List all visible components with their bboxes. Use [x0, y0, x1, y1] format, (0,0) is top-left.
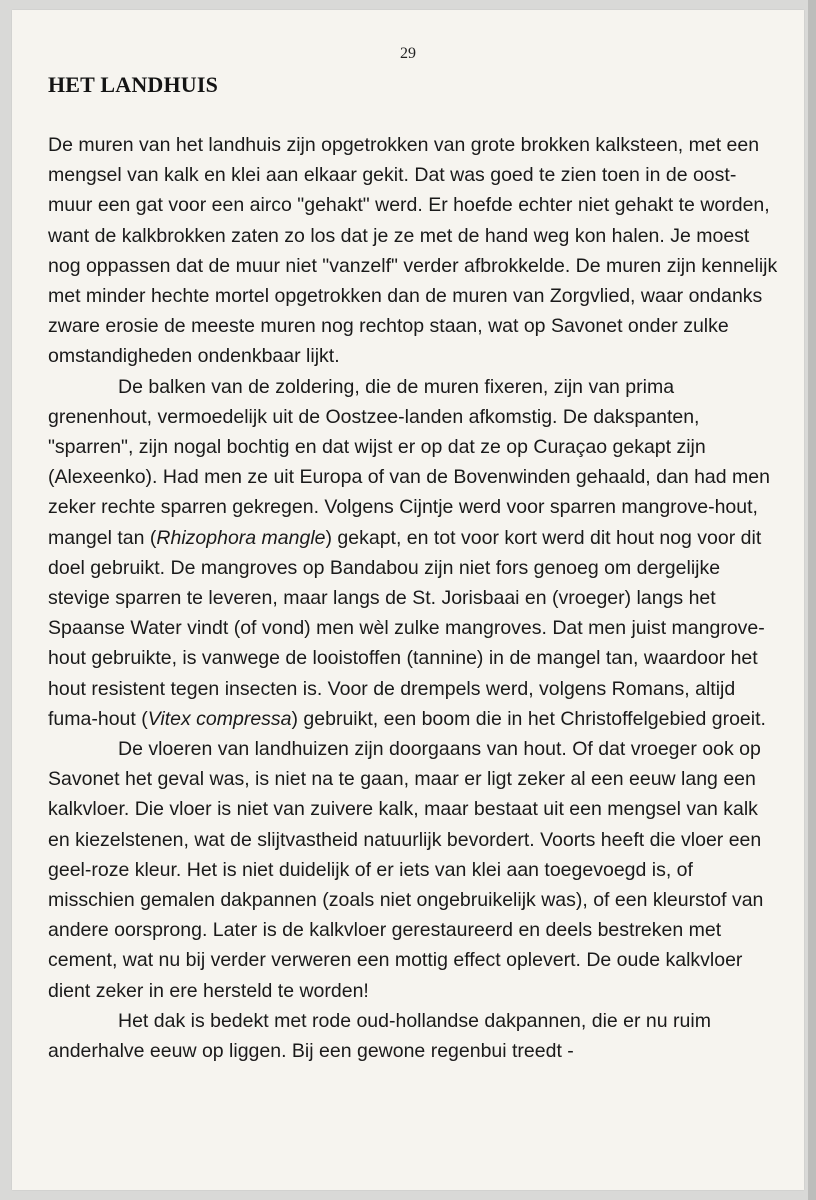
paragraph-walls: De muren van het landhuis zijn opgetrokken van grote brokken kalksteen, met een mengsel van kalk en klei aan elkaar gekit. Dat was goed te zien toen in de oost-muur een gat voor een airco "gehakt" werd. Er hoefde echter niet gehakt te worden, want de kalkbrokken zaten zo los dat je ze met de hand weg kon halen. Je moest nog oppassen dat de muur niet "vanzelf" verder afbrokkelde. De muren zijn kennelijk met minder hechte mortel opgetrokken dan de muren van Zorgvlied, waar ondanks zware erosie de meeste muren nog rechtop staan, wat op Savonet onder zulke omstandigheden ondenkbaar lijkt. [48, 134, 778, 368]
document-page [12, 10, 804, 1190]
body-text [48, 130, 778, 1066]
paragraph-roof: Het dak is bedekt met rode oud-hollandse dakpannen, die er nu ruim anderhalve eeuw op liggen. Bij een gewone regenbui treedt - [48, 1009, 711, 1063]
scan-edge [808, 0, 816, 1200]
paragraph-floors: De vloeren van landhuizen zijn doorgaans van hout. Of dat vroeger ook op Savonet het geval was, is niet na te gaan, maar er ligt zeker al een eeuw lang een kalkvloer. Die vloer is niet van zuivere kalk, maar bestaat uit een mengsel van kalk en kiezelstenen, wat de slijtvastheid natuurlijk bevordert. Voorts heeft die vloer een geel-roze kleur. Het is niet duidelijk of er iets van klei aan toegevoegd is, of misschien gemalen dakpannen (zoals niet ongebruikelijk was), of een kleurstof van andere oorsprong. Later is de kalkvloer gerestaureerd en deels bestreken met cement, wat nu bij verder verweren een mottig effect oplevert. De oude kalkvloer dient zeker in ere hersteld te worden! [48, 738, 764, 1002]
species-name: Rhizophora mangle [156, 526, 326, 549]
paragraph-text: ) gebruikt, een boom die in het Christoffelgebied groeit. [291, 707, 766, 730]
section-heading: HET LANDHUIS [48, 72, 219, 97]
paragraph-text: De balken van de zoldering, die de muren fixeren, zijn van prima grenenhout, vermoedelijk uit de Oostzee-landen afkomstig. De dakspanten, "sparren", zijn nogal bochtig en dat wijst er op dat ze op Curaçao gekapt zijn (Alexeenko). Had men ze uit Europa of van de Bovenwinden gehaald, dan had men zeker rechte sparren gekregen. Volgens Cijntje werd voor sparren mangrove-hout, mangel tan ( [48, 375, 770, 549]
paragraph-beams [48, 372, 778, 734]
species-name: Vitex compressa [147, 707, 292, 730]
page-number: 29 [400, 45, 416, 62]
paragraph-text: ) gekapt, en tot voor kort werd dit hout nog voor dit doel gebruikt. De mangroves op Bandabou zijn niet fors genoeg om dergelijke stevige sparren te leveren, maar langs de St. Jorisbaai en (vroeger) langs het Spaanse Water vindt (of vond) men wèl zulke mangroves. Dat men juist mangrove-hout gebruikte, is vanwege de looistoffen (tannine) in de mangel tan, waardoor het hout resistent tegen insecten is. Voor de drempels werd, volgens Romans, altijd fuma-hout ( [48, 526, 765, 730]
